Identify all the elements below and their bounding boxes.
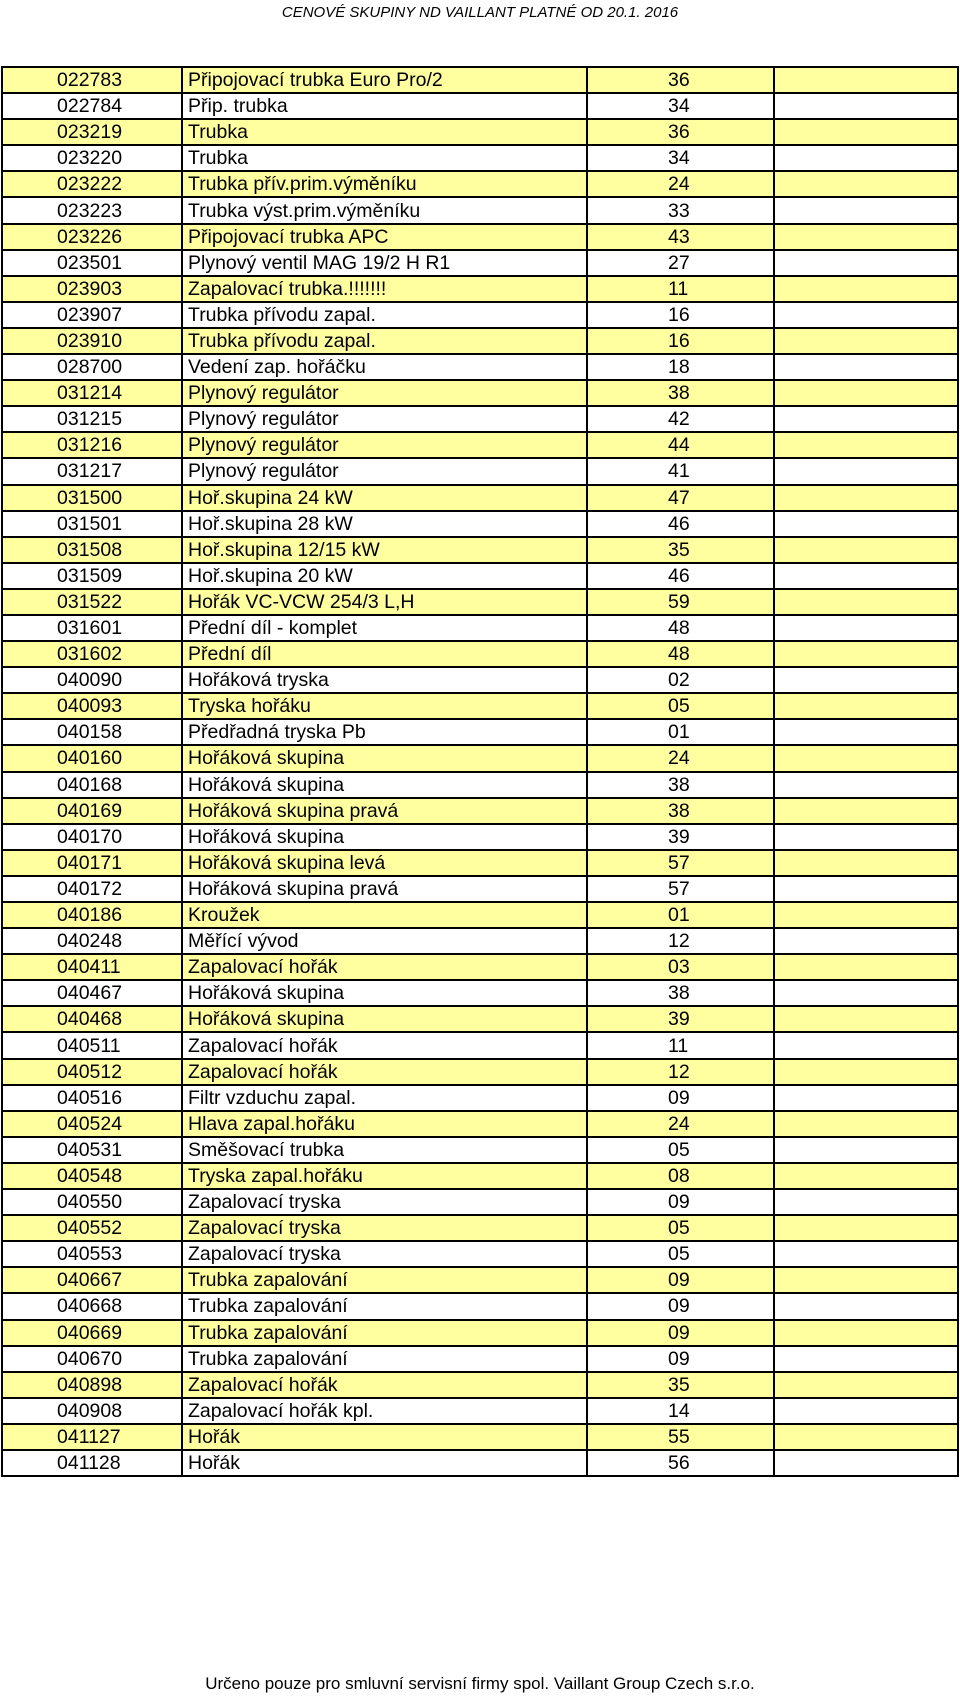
empty-cell (774, 954, 958, 980)
price-group-cell: 33 (587, 197, 774, 223)
table-row (2, 850, 958, 876)
part-name-cell: Vedení zap. hořáčku (182, 354, 587, 380)
part-name-cell: Hoř.skupina 20 kW (182, 563, 587, 589)
price-group-cell: 44 (587, 432, 774, 458)
empty-cell (774, 119, 958, 145)
part-name-cell: Hořáková skupina (182, 1006, 587, 1032)
part-number-cell: 028700 (2, 354, 182, 380)
price-group-cell: 38 (587, 380, 774, 406)
empty-cell (774, 615, 958, 641)
table-row (2, 328, 958, 354)
part-number-cell: 040160 (2, 745, 182, 771)
empty-cell (774, 224, 958, 250)
empty-cell (774, 928, 958, 954)
table-row (2, 563, 958, 589)
price-group-cell: 57 (587, 876, 774, 902)
price-group-cell: 09 (587, 1293, 774, 1319)
part-number-cell: 040908 (2, 1398, 182, 1424)
table-row (2, 1450, 958, 1476)
part-name-cell: Trubka přív.prim.výměníku (182, 171, 587, 197)
part-number-cell: 031508 (2, 537, 182, 563)
empty-cell (774, 1006, 958, 1032)
price-group-table (1, 66, 959, 1477)
table-row (2, 171, 958, 197)
price-group-cell: 38 (587, 772, 774, 798)
table-row (2, 1346, 958, 1372)
table-row (2, 1059, 958, 1085)
empty-cell (774, 1215, 958, 1241)
empty-cell (774, 824, 958, 850)
part-number-cell: 040524 (2, 1111, 182, 1137)
part-name-cell: Plynový regulátor (182, 406, 587, 432)
price-group-cell: 35 (587, 1372, 774, 1398)
empty-cell (774, 850, 958, 876)
price-group-cell: 39 (587, 1006, 774, 1032)
part-number-cell: 040898 (2, 1372, 182, 1398)
table-row (2, 145, 958, 171)
part-name-cell: Zapalovací hořák kpl. (182, 1398, 587, 1424)
price-group-cell: 05 (587, 1241, 774, 1267)
part-number-cell: 040511 (2, 1032, 182, 1058)
part-name-cell: Trubka zapalování (182, 1320, 587, 1346)
part-number-cell: 031215 (2, 406, 182, 432)
part-number-cell: 041127 (2, 1424, 182, 1450)
table-row (2, 224, 958, 250)
part-number-cell: 040552 (2, 1215, 182, 1241)
price-group-cell: 46 (587, 511, 774, 537)
empty-cell (774, 1293, 958, 1319)
table-row (2, 719, 958, 745)
table-row (2, 902, 958, 928)
part-name-cell: Předřadná tryska Pb (182, 719, 587, 745)
empty-cell (774, 197, 958, 223)
price-group-cell: 14 (587, 1398, 774, 1424)
part-number-cell: 023219 (2, 119, 182, 145)
empty-cell (774, 772, 958, 798)
table-row (2, 641, 958, 667)
part-number-cell: 040090 (2, 667, 182, 693)
table-row (2, 197, 958, 223)
price-group-table-wrapper (1, 66, 959, 1477)
part-name-cell: Plynový ventil MAG 19/2 H R1 (182, 250, 587, 276)
table-row (2, 589, 958, 615)
table-row (2, 876, 958, 902)
price-group-cell: 16 (587, 302, 774, 328)
part-name-cell: Zapalovací tryska (182, 1215, 587, 1241)
empty-cell (774, 1346, 958, 1372)
part-number-cell: 040670 (2, 1346, 182, 1372)
part-name-cell: Zapalovací hořák (182, 1059, 587, 1085)
price-group-cell: 12 (587, 928, 774, 954)
price-group-cell: 42 (587, 406, 774, 432)
part-name-cell: Trubka (182, 145, 587, 171)
part-name-cell: Hořáková skupina (182, 772, 587, 798)
empty-cell (774, 563, 958, 589)
table-row (2, 772, 958, 798)
price-group-cell: 24 (587, 171, 774, 197)
empty-cell (774, 719, 958, 745)
table-row (2, 119, 958, 145)
price-group-cell: 48 (587, 641, 774, 667)
table-row (2, 1215, 958, 1241)
part-name-cell: Hořáková skupina (182, 745, 587, 771)
empty-cell (774, 328, 958, 354)
empty-cell (774, 1163, 958, 1189)
part-number-cell: 031509 (2, 563, 182, 589)
table-row (2, 980, 958, 1006)
empty-cell (774, 667, 958, 693)
empty-cell (774, 276, 958, 302)
table-row (2, 954, 958, 980)
part-name-cell: Hořáková skupina levá (182, 850, 587, 876)
part-name-cell: Trubka (182, 119, 587, 145)
part-number-cell: 023910 (2, 328, 182, 354)
empty-cell (774, 354, 958, 380)
page-header (0, 0, 960, 28)
part-name-cell: Hořáková skupina pravá (182, 798, 587, 824)
table-row (2, 1293, 958, 1319)
empty-cell (774, 93, 958, 119)
part-number-cell: 022784 (2, 93, 182, 119)
price-group-cell: 09 (587, 1267, 774, 1293)
empty-cell (774, 485, 958, 511)
table-row (2, 1267, 958, 1293)
page-footer (0, 1673, 960, 1697)
part-name-cell: Trubka zapalování (182, 1346, 587, 1372)
price-group-cell: 41 (587, 458, 774, 484)
part-name-cell: Hoř.skupina 28 kW (182, 511, 587, 537)
empty-cell (774, 432, 958, 458)
part-number-cell: 040553 (2, 1241, 182, 1267)
part-name-cell: Hořáková tryska (182, 667, 587, 693)
empty-cell (774, 1398, 958, 1424)
part-number-cell: 040667 (2, 1267, 182, 1293)
footer-note: Určeno pouze pro smluvní servisní firmy spol. Vaillant Group Czech s.r.o. (205, 1674, 755, 1693)
table-row (2, 667, 958, 693)
part-number-cell: 023903 (2, 276, 182, 302)
table-row (2, 1085, 958, 1111)
part-number-cell: 040468 (2, 1006, 182, 1032)
table-row (2, 406, 958, 432)
part-name-cell: Tryska hořáku (182, 693, 587, 719)
price-group-cell: 24 (587, 745, 774, 771)
part-name-cell: Hořáková skupina (182, 980, 587, 1006)
price-group-cell: 38 (587, 980, 774, 1006)
part-number-cell: 023226 (2, 224, 182, 250)
table-row (2, 485, 958, 511)
price-group-cell: 09 (587, 1085, 774, 1111)
table-row (2, 1163, 958, 1189)
part-name-cell: Měřící vývod (182, 928, 587, 954)
empty-cell (774, 1137, 958, 1163)
table-body (2, 67, 958, 1476)
part-number-cell: 040248 (2, 928, 182, 954)
part-name-cell: Přední díl - komplet (182, 615, 587, 641)
part-number-cell: 040168 (2, 772, 182, 798)
price-group-cell: 18 (587, 354, 774, 380)
table-row (2, 615, 958, 641)
part-number-cell: 023501 (2, 250, 182, 276)
part-name-cell: Hořák VC-VCW 254/3 L,H (182, 589, 587, 615)
price-group-cell: 09 (587, 1189, 774, 1215)
price-group-cell: 39 (587, 824, 774, 850)
price-group-cell: 11 (587, 276, 774, 302)
empty-cell (774, 145, 958, 171)
part-number-cell: 031217 (2, 458, 182, 484)
part-number-cell: 040411 (2, 954, 182, 980)
table-row (2, 537, 958, 563)
empty-cell (774, 1032, 958, 1058)
price-group-cell: 24 (587, 1111, 774, 1137)
price-group-cell: 12 (587, 1059, 774, 1085)
part-name-cell: Přední díl (182, 641, 587, 667)
price-group-cell: 57 (587, 850, 774, 876)
part-name-cell: Trubka zapalování (182, 1293, 587, 1319)
empty-cell (774, 406, 958, 432)
part-name-cell: Trubka přívodu zapal. (182, 328, 587, 354)
part-number-cell: 031214 (2, 380, 182, 406)
part-number-cell: 031601 (2, 615, 182, 641)
price-group-cell: 36 (587, 119, 774, 145)
part-number-cell: 040170 (2, 824, 182, 850)
part-number-cell: 023222 (2, 171, 182, 197)
part-name-cell: Zapalovací hořák (182, 1372, 587, 1398)
table-row (2, 67, 958, 93)
table-row (2, 798, 958, 824)
empty-cell (774, 1424, 958, 1450)
table-row (2, 432, 958, 458)
part-number-cell: 040531 (2, 1137, 182, 1163)
empty-cell (774, 1111, 958, 1137)
part-number-cell: 040516 (2, 1085, 182, 1111)
price-group-cell: 47 (587, 485, 774, 511)
price-group-cell: 55 (587, 1424, 774, 1450)
part-number-cell: 040186 (2, 902, 182, 928)
empty-cell (774, 1059, 958, 1085)
table-row (2, 1372, 958, 1398)
part-name-cell: Hořáková skupina pravá (182, 876, 587, 902)
part-name-cell: Přip. trubka (182, 93, 587, 119)
part-number-cell: 023907 (2, 302, 182, 328)
part-number-cell: 041128 (2, 1450, 182, 1476)
empty-cell (774, 1267, 958, 1293)
table-row (2, 458, 958, 484)
part-name-cell: Plynový regulátor (182, 380, 587, 406)
part-name-cell: Plynový regulátor (182, 458, 587, 484)
table-row (2, 93, 958, 119)
table-row (2, 693, 958, 719)
price-group-cell: 56 (587, 1450, 774, 1476)
price-group-cell: 16 (587, 328, 774, 354)
part-number-cell: 040512 (2, 1059, 182, 1085)
part-name-cell: Zapalovací hořák (182, 1032, 587, 1058)
part-number-cell: 040158 (2, 719, 182, 745)
table-row (2, 1320, 958, 1346)
empty-cell (774, 798, 958, 824)
table-row (2, 1111, 958, 1137)
price-group-cell: 01 (587, 902, 774, 928)
price-group-cell: 34 (587, 145, 774, 171)
price-group-cell: 11 (587, 1032, 774, 1058)
part-number-cell: 031500 (2, 485, 182, 511)
empty-cell (774, 250, 958, 276)
part-name-cell: Filtr vzduchu zapal. (182, 1085, 587, 1111)
price-group-cell: 01 (587, 719, 774, 745)
part-number-cell: 040093 (2, 693, 182, 719)
part-name-cell: Plynový regulátor (182, 432, 587, 458)
price-group-cell: 36 (587, 67, 774, 93)
price-group-cell: 03 (587, 954, 774, 980)
part-number-cell: 023223 (2, 197, 182, 223)
part-number-cell: 040668 (2, 1293, 182, 1319)
empty-cell (774, 1450, 958, 1476)
empty-cell (774, 380, 958, 406)
table-row (2, 1398, 958, 1424)
table-row (2, 511, 958, 537)
price-group-cell: 09 (587, 1346, 774, 1372)
price-group-cell: 38 (587, 798, 774, 824)
part-name-cell: Připojovací trubka Euro Pro/2 (182, 67, 587, 93)
price-group-cell: 05 (587, 1137, 774, 1163)
price-group-cell: 27 (587, 250, 774, 276)
empty-cell (774, 876, 958, 902)
empty-cell (774, 171, 958, 197)
empty-cell (774, 67, 958, 93)
table-row (2, 824, 958, 850)
part-name-cell: Trubka zapalování (182, 1267, 587, 1293)
empty-cell (774, 458, 958, 484)
price-group-cell: 05 (587, 693, 774, 719)
table-row (2, 1137, 958, 1163)
price-group-cell: 48 (587, 615, 774, 641)
part-name-cell: Hlava zapal.hořáku (182, 1111, 587, 1137)
empty-cell (774, 902, 958, 928)
price-group-cell: 09 (587, 1320, 774, 1346)
table-row (2, 1032, 958, 1058)
table-row (2, 745, 958, 771)
part-name-cell: Zapalovací trubka.!!!!!!! (182, 276, 587, 302)
part-number-cell: 031522 (2, 589, 182, 615)
part-number-cell: 031602 (2, 641, 182, 667)
price-group-cell: 02 (587, 667, 774, 693)
empty-cell (774, 1372, 958, 1398)
part-number-cell: 040669 (2, 1320, 182, 1346)
part-number-cell: 022783 (2, 67, 182, 93)
empty-cell (774, 537, 958, 563)
price-group-cell: 46 (587, 563, 774, 589)
table-row (2, 928, 958, 954)
part-number-cell: 023220 (2, 145, 182, 171)
empty-cell (774, 745, 958, 771)
part-name-cell: Kroužek (182, 902, 587, 928)
empty-cell (774, 693, 958, 719)
part-name-cell: Hoř.skupina 24 kW (182, 485, 587, 511)
table-row (2, 302, 958, 328)
table-row (2, 250, 958, 276)
part-number-cell: 040548 (2, 1163, 182, 1189)
price-group-cell: 59 (587, 589, 774, 615)
part-name-cell: Tryska zapal.hořáku (182, 1163, 587, 1189)
table-row (2, 1189, 958, 1215)
empty-cell (774, 1241, 958, 1267)
empty-cell (774, 641, 958, 667)
table-row (2, 1006, 958, 1032)
part-name-cell: Trubka přívodu zapal. (182, 302, 587, 328)
price-group-cell: 08 (587, 1163, 774, 1189)
part-name-cell: Směšovací trubka (182, 1137, 587, 1163)
empty-cell (774, 511, 958, 537)
empty-cell (774, 980, 958, 1006)
part-name-cell: Trubka výst.prim.výměníku (182, 197, 587, 223)
price-group-cell: 35 (587, 537, 774, 563)
part-name-cell: Hořák (182, 1450, 587, 1476)
part-number-cell: 031216 (2, 432, 182, 458)
part-name-cell: Připojovací trubka APC (182, 224, 587, 250)
part-number-cell: 040467 (2, 980, 182, 1006)
part-name-cell: Hořák (182, 1424, 587, 1450)
part-number-cell: 040550 (2, 1189, 182, 1215)
price-group-cell: 43 (587, 224, 774, 250)
table-row (2, 380, 958, 406)
empty-cell (774, 589, 958, 615)
part-name-cell: Hoř.skupina 12/15 kW (182, 537, 587, 563)
part-number-cell: 040172 (2, 876, 182, 902)
empty-cell (774, 1085, 958, 1111)
empty-cell (774, 1189, 958, 1215)
part-name-cell: Zapalovací tryska (182, 1241, 587, 1267)
part-name-cell: Zapalovací hořák (182, 954, 587, 980)
part-name-cell: Hořáková skupina (182, 824, 587, 850)
part-number-cell: 031501 (2, 511, 182, 537)
empty-cell (774, 1320, 958, 1346)
price-group-cell: 34 (587, 93, 774, 119)
part-name-cell: Zapalovací tryska (182, 1189, 587, 1215)
price-group-cell: 05 (587, 1215, 774, 1241)
part-number-cell: 040169 (2, 798, 182, 824)
table-row (2, 1241, 958, 1267)
table-row (2, 354, 958, 380)
empty-cell (774, 302, 958, 328)
page-title: CENOVÉ SKUPINY ND VAILLANT PLATNÉ OD 20.1. 2016 (281, 4, 679, 21)
table-row (2, 1424, 958, 1450)
part-number-cell: 040171 (2, 850, 182, 876)
table-row (2, 276, 958, 302)
